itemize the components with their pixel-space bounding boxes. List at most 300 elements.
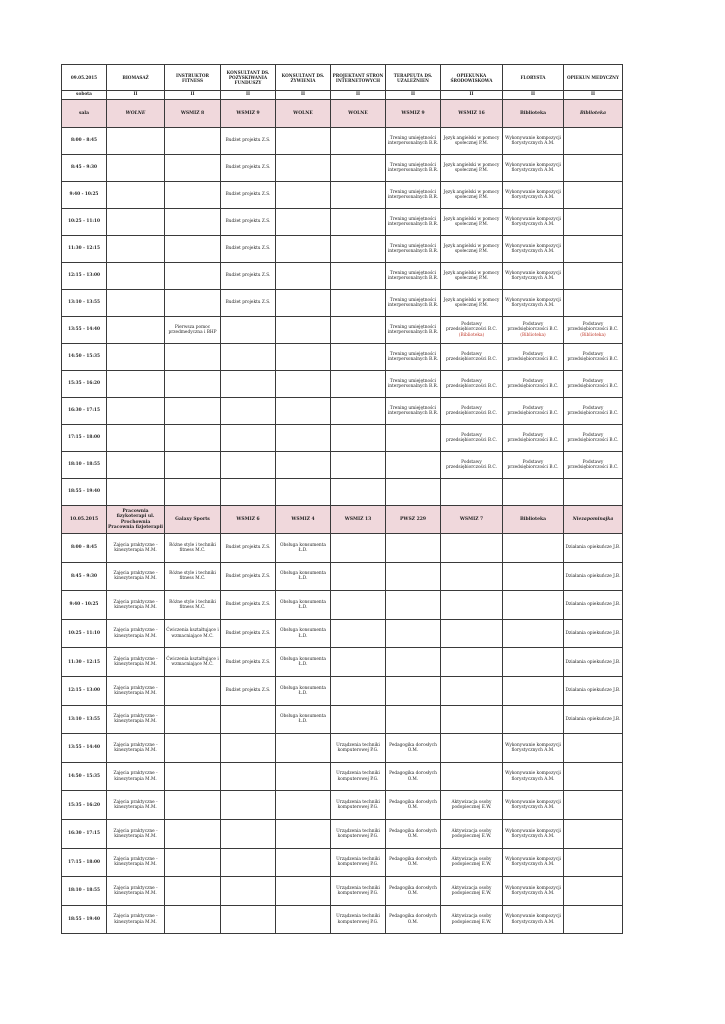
class-cell <box>165 734 221 763</box>
room-cell: WSMIZ 9 <box>221 100 276 128</box>
class-cell <box>386 705 441 734</box>
room-row <box>62 506 623 534</box>
class-cell <box>386 479 441 506</box>
class-cell <box>331 182 386 209</box>
class-cell: Zajęcia praktyczne - kinezyterapia M.M. <box>107 905 165 934</box>
class-cell <box>221 734 276 763</box>
class-cell <box>107 371 165 398</box>
room-cell: Biblioteka <box>503 100 564 128</box>
class-cell <box>107 344 165 371</box>
time-slot: 9:40 - 10:25 <box>62 591 107 620</box>
schedule-row <box>62 128 623 155</box>
class-cell <box>165 398 221 425</box>
class-cell: Wykonywanie kompozycji florystycznych A.M. <box>503 848 564 877</box>
class-cell <box>276 209 331 236</box>
class-cell: Trening umiejętności interpersonalnych B.R. <box>386 236 441 263</box>
class-cell <box>276 398 331 425</box>
time-slot: 15:35 - 16:20 <box>62 791 107 820</box>
time-slot: 9:40 - 10:25 <box>62 182 107 209</box>
time-slot: 17:15 - 18:00 <box>62 425 107 452</box>
class-cell: Pedagogika dorosłych O.M. <box>386 905 441 934</box>
room-cell: WSMIZ 16 <box>441 100 503 128</box>
time-slot: 18:55 - 19:40 <box>62 905 107 934</box>
class-cell: Budżet projektu Z.S. <box>221 263 276 290</box>
class-cell <box>276 155 331 182</box>
group-cell: II <box>331 91 386 100</box>
class-cell <box>221 452 276 479</box>
schedule-row <box>62 425 623 452</box>
class-cell: Urządzenia techniki komputerowej P.G. <box>331 819 386 848</box>
class-cell: Wykonywanie kompozycji florystycznych A.M. <box>503 290 564 317</box>
class-cell <box>221 877 276 906</box>
class-cell: Zajęcia praktyczne - kinezyterapia M.M. <box>107 676 165 705</box>
class-cell <box>503 479 564 506</box>
class-label: Podstawy przedsiębiorczości B.C. <box>446 322 497 333</box>
class-cell <box>107 128 165 155</box>
class-cell <box>441 648 503 677</box>
class-cell: Język angielski w pomocy społecznej P.M. <box>441 182 503 209</box>
class-cell <box>165 762 221 791</box>
class-cell <box>165 877 221 906</box>
time-slot: 8:00 - 8:45 <box>62 128 107 155</box>
class-cell: Podstawy przedsiębiorczości B.C. <box>441 344 503 371</box>
class-cell <box>564 263 623 290</box>
class-cell <box>331 290 386 317</box>
class-cell <box>564 762 623 791</box>
class-cell: Wykonywanie kompozycji florystycznych A.M. <box>503 734 564 763</box>
class-cell: Język angielski w pomocy społecznej P.M. <box>441 209 503 236</box>
class-cell: Trening umiejętności interpersonalnych B.R. <box>386 371 441 398</box>
class-cell <box>386 591 441 620</box>
class-cell: Podstawy przedsiębiorczości B.C. <box>503 398 564 425</box>
class-cell <box>276 877 331 906</box>
class-cell: Wykonywanie kompozycji florystycznych A.M. <box>503 905 564 934</box>
time-slot: 15:35 - 16:20 <box>62 371 107 398</box>
class-cell: Urządzenia techniki komputerowej P.G. <box>331 848 386 877</box>
room-cell: Pracownia fizykoterapi ul. Prochownia Pracownia fizjoterapii <box>107 506 165 534</box>
class-cell <box>331 263 386 290</box>
class-cell: Obsługa konsumenta Ł.D. <box>276 591 331 620</box>
class-cell <box>165 128 221 155</box>
class-cell <box>276 848 331 877</box>
class-cell <box>165 452 221 479</box>
time-slot: 10:25 - 11:10 <box>62 209 107 236</box>
class-cell: Budżet projektu Z.S. <box>221 619 276 648</box>
class-cell: Język angielski w pomocy społecznej P.M. <box>441 128 503 155</box>
class-cell <box>107 425 165 452</box>
date-cell: 09.05.2015 <box>62 65 107 91</box>
class-cell <box>107 452 165 479</box>
class-cell: Obsługa konsumenta Ł.D. <box>276 648 331 677</box>
class-cell <box>221 317 276 344</box>
class-cell <box>386 534 441 563</box>
column-header: PROJEKTANT STRON INTERNETOWYCH <box>331 65 386 91</box>
class-cell <box>386 562 441 591</box>
class-cell <box>107 263 165 290</box>
class-cell: Aktywizacja osoby podopiecznej E.W. <box>441 819 503 848</box>
class-cell <box>441 676 503 705</box>
class-cell <box>276 905 331 934</box>
schedule-row <box>62 734 623 763</box>
room-cell: WSMIZ 9 <box>386 100 441 128</box>
class-cell: Budżet projektu Z.S. <box>221 676 276 705</box>
time-slot: 12:15 - 13:00 <box>62 263 107 290</box>
class-cell <box>564 290 623 317</box>
class-cell <box>564 236 623 263</box>
class-cell <box>276 128 331 155</box>
group-cell: II <box>441 91 503 100</box>
class-cell: Trening umiejętności interpersonalnych B.R. <box>386 398 441 425</box>
class-cell: Zajęcia praktyczne - kinezyterapia M.M. <box>107 619 165 648</box>
room-cell: WSMIZ 6 <box>221 506 276 534</box>
class-cell <box>564 819 623 848</box>
class-cell: Urządzenia techniki komputerowej P.G. <box>331 734 386 763</box>
class-cell <box>165 791 221 820</box>
class-cell <box>276 762 331 791</box>
class-cell <box>221 905 276 934</box>
class-cell <box>331 452 386 479</box>
class-cell: Podstawy przedsiębiorczości B.C. <box>503 425 564 452</box>
class-cell <box>564 734 623 763</box>
schedule-row <box>62 263 623 290</box>
class-cell <box>503 534 564 563</box>
column-header: KONSULTANT DS. POZYSKIWANIA FUNDUSZY <box>221 65 276 91</box>
class-cell <box>276 371 331 398</box>
class-cell <box>165 209 221 236</box>
class-cell <box>221 398 276 425</box>
room-cell: WSMIZ 7 <box>441 506 503 534</box>
class-cell <box>564 128 623 155</box>
class-cell <box>331 371 386 398</box>
class-cell <box>221 791 276 820</box>
class-cell: Wykonywanie kompozycji florystycznych A.M. <box>503 263 564 290</box>
class-cell <box>165 182 221 209</box>
class-cell: Zajęcia praktyczne - kinezyterapia M.M. <box>107 705 165 734</box>
class-cell <box>331 619 386 648</box>
class-cell: Ćwiczenia kształtujące i wzmacniające M.C. <box>165 619 221 648</box>
schedule-row <box>62 534 623 563</box>
room-row <box>62 100 623 128</box>
class-cell <box>107 236 165 263</box>
column-header: INSTRUKTOR FITNESS <box>165 65 221 91</box>
class-cell <box>331 128 386 155</box>
class-cell <box>165 848 221 877</box>
class-cell: Podstawy przedsiębiorczości B.C. <box>441 398 503 425</box>
class-cell: Pedagogika dorosłych O.M. <box>386 848 441 877</box>
class-cell: Aktywizacja osoby podopiecznej E.W. <box>441 791 503 820</box>
class-cell <box>107 398 165 425</box>
class-cell <box>331 705 386 734</box>
room-cell: Biblioteka <box>503 506 564 534</box>
class-cell <box>221 848 276 877</box>
class-cell: Trening umiejętności interpersonalnych B.R. <box>386 182 441 209</box>
class-cell <box>331 209 386 236</box>
class-cell: Ćwiczenia kształtujące i wzmacniające M.C. <box>165 648 221 677</box>
class-cell: Budżet projektu Z.S. <box>221 562 276 591</box>
class-cell <box>276 819 331 848</box>
class-cell: Budżet projektu Z.S. <box>221 236 276 263</box>
time-slot: 18:55 - 19:40 <box>62 479 107 506</box>
class-cell: Różne style i techniki fitness M.C. <box>165 562 221 591</box>
class-cell: Podstawy przedsiębiorczości B.C. <box>503 452 564 479</box>
class-cell <box>564 877 623 906</box>
class-cell <box>564 791 623 820</box>
schedule-row <box>62 762 623 791</box>
class-cell: Podstawy przedsiębiorczości B.C. <box>564 425 623 452</box>
class-cell <box>107 182 165 209</box>
class-cell <box>276 479 331 506</box>
class-cell <box>276 734 331 763</box>
sub-row <box>62 91 623 100</box>
time-slot: 13:10 - 13:55 <box>62 290 107 317</box>
column-header: BIOMASAŻ <box>107 65 165 91</box>
group-cell: II <box>276 91 331 100</box>
class-cell: Podstawy przedsiębiorczości B.C. <box>564 344 623 371</box>
schedule-row <box>62 819 623 848</box>
class-cell <box>165 371 221 398</box>
class-cell: Trening umiejętności interpersonalnych B.R. <box>386 344 441 371</box>
class-cell <box>441 591 503 620</box>
class-cell: Pedagogika dorosłych O.M. <box>386 791 441 820</box>
schedule-row <box>62 317 623 344</box>
class-cell: Urządzenia techniki komputerowej P.G. <box>331 877 386 906</box>
class-cell <box>564 155 623 182</box>
class-cell: Pierwsza pomoc przedmedyczna i BHP <box>165 317 221 344</box>
class-cell <box>331 236 386 263</box>
time-slot: 13:10 - 13:55 <box>62 705 107 734</box>
class-cell: Obsługa konsumenta Ł.D. <box>276 534 331 563</box>
class-cell <box>331 562 386 591</box>
class-cell: Urządzenia techniki komputerowej P.G. <box>331 762 386 791</box>
schedule-row <box>62 479 623 506</box>
class-cell: Język angielski w pomocy społecznej P.M. <box>441 155 503 182</box>
class-cell <box>276 791 331 820</box>
room-cell: WSMIZ 8 <box>165 100 221 128</box>
class-cell <box>221 479 276 506</box>
class-cell: Pedagogika dorosłych O.M. <box>386 877 441 906</box>
column-header: KONSULTANT DS. ŻYWIENIA <box>276 65 331 91</box>
group-cell: II <box>221 91 276 100</box>
class-cell <box>564 905 623 934</box>
class-cell: Budżet projektu Z.S. <box>221 591 276 620</box>
class-cell <box>331 479 386 506</box>
column-header: FLORYSTA <box>503 65 564 91</box>
class-cell: Urządzenia techniki komputerowej P.G. <box>331 791 386 820</box>
class-cell: Podstawy przedsiębiorczości B.C. <box>564 398 623 425</box>
class-cell <box>165 344 221 371</box>
schedule-row <box>62 905 623 934</box>
class-cell: Działania opiekuńcze J.B. <box>564 705 623 734</box>
class-cell: Wykonywanie kompozycji florystycznych A.M. <box>503 155 564 182</box>
class-cell: Różne style i techniki fitness M.C. <box>165 591 221 620</box>
time-slot: 10:25 - 11:10 <box>62 619 107 648</box>
class-cell <box>441 479 503 506</box>
hdr-row <box>62 65 623 91</box>
column-header: OPIEKUN MEDYCZNY <box>564 65 623 91</box>
class-cell <box>276 263 331 290</box>
schedule-row <box>62 676 623 705</box>
class-cell <box>165 479 221 506</box>
schedule-row <box>62 155 623 182</box>
class-cell <box>386 452 441 479</box>
class-cell <box>331 648 386 677</box>
class-cell <box>503 562 564 591</box>
class-cell: Pedagogika dorosłych O.M. <box>386 819 441 848</box>
class-cell <box>441 734 503 763</box>
schedule-table <box>61 64 623 934</box>
class-cell <box>221 705 276 734</box>
room-cell: Biblioteka <box>564 100 623 128</box>
schedule-row <box>62 705 623 734</box>
class-cell: Podstawy przedsiębiorczości B.C. <box>441 371 503 398</box>
class-cell: Podstawy przedsiębiorczości B.C. <box>564 371 623 398</box>
room-cell: WSMIZ 13 <box>331 506 386 534</box>
class-cell <box>331 155 386 182</box>
class-cell: Podstawy przedsiębiorczości B.C. <box>441 452 503 479</box>
class-cell <box>503 317 564 344</box>
class-cell: Budżet projektu Z.S. <box>221 648 276 677</box>
class-cell: Działania opiekuńcze J.B. <box>564 562 623 591</box>
class-cell: Wykonywanie kompozycji florystycznych A.M. <box>503 236 564 263</box>
schedule-row <box>62 591 623 620</box>
class-cell: Zajęcia praktyczne - kinezyterapia M.M. <box>107 734 165 763</box>
class-cell: Wykonywanie kompozycji florystycznych A.M. <box>503 209 564 236</box>
class-cell: Trening umiejętności interpersonalnych B.R. <box>386 209 441 236</box>
date-cell: 10.05.2015 <box>62 506 107 534</box>
class-cell: Pedagogika dorosłych O.M. <box>386 762 441 791</box>
class-cell: Działania opiekuńcze J.B. <box>564 534 623 563</box>
time-slot: 16:30 - 17:15 <box>62 398 107 425</box>
class-cell <box>276 317 331 344</box>
class-cell <box>503 648 564 677</box>
schedule-row <box>62 398 623 425</box>
class-cell: Budżet projektu Z.S. <box>221 155 276 182</box>
class-cell <box>386 676 441 705</box>
class-cell: Wykonywanie kompozycji florystycznych A.M. <box>503 791 564 820</box>
class-cell: Zajęcia praktyczne - kinezyterapia M.M. <box>107 877 165 906</box>
class-cell <box>165 155 221 182</box>
class-cell: Trening umiejętności interpersonalnych B.R. <box>386 128 441 155</box>
weekday-cell: sobota <box>62 91 107 100</box>
class-cell <box>107 479 165 506</box>
time-slot: 12:15 - 13:00 <box>62 676 107 705</box>
class-cell: Wykonywanie kompozycji florystycznych A.M. <box>503 762 564 791</box>
time-slot: 14:50 - 15:35 <box>62 344 107 371</box>
class-cell: Budżet projektu Z.S. <box>221 290 276 317</box>
class-cell: Zajęcia praktyczne - kinezyterapia M.M. <box>107 648 165 677</box>
class-cell <box>107 317 165 344</box>
class-cell <box>165 425 221 452</box>
class-cell: Aktywizacja osoby podopiecznej E.W. <box>441 848 503 877</box>
class-cell <box>276 425 331 452</box>
class-cell <box>331 398 386 425</box>
class-cell <box>386 648 441 677</box>
class-cell <box>107 209 165 236</box>
class-cell: Wykonywanie kompozycji florystycznych A.M. <box>503 877 564 906</box>
class-cell: Trening umiejętności interpersonalnych B.R. <box>386 290 441 317</box>
class-cell <box>276 236 331 263</box>
class-cell: Język angielski w pomocy społecznej P.M. <box>441 236 503 263</box>
class-cell: Podstawy przedsiębiorczości B.C. <box>564 452 623 479</box>
group-cell: II <box>165 91 221 100</box>
class-cell <box>221 762 276 791</box>
class-cell: Aktywizacja osoby podopiecznej E.W. <box>441 877 503 906</box>
class-cell <box>564 317 623 344</box>
class-cell <box>441 317 503 344</box>
class-cell <box>503 619 564 648</box>
class-cell <box>441 562 503 591</box>
class-cell <box>331 344 386 371</box>
class-cell: Pedagogika dorosłych O.M. <box>386 734 441 763</box>
class-cell: Budżet projektu Z.S. <box>221 182 276 209</box>
class-label: Podstawy przedsiębiorczości B.C. <box>567 322 619 333</box>
class-cell: Obsługa konsumenta Ł.D. <box>276 562 331 591</box>
schedule-row <box>62 236 623 263</box>
room-cell: PWSZ 229 <box>386 506 441 534</box>
class-cell <box>331 425 386 452</box>
column-header: TERAPEUTA DS. UZALEŻNIEŃ <box>386 65 441 91</box>
class-cell <box>276 182 331 209</box>
class-cell: Trening umiejętności interpersonalnych B.R. <box>386 263 441 290</box>
class-cell: Budżet projektu Z.S. <box>221 209 276 236</box>
class-label: Podstawy przedsiębiorczości B.C. <box>507 322 559 333</box>
class-cell: Zajęcia praktyczne - kinezyterapia M.M. <box>107 791 165 820</box>
schedule-row <box>62 452 623 479</box>
time-slot: 8:45 - 9:30 <box>62 562 107 591</box>
time-slot: 13:55 - 14:40 <box>62 317 107 344</box>
room-cell: Galaxy Sports <box>165 506 221 534</box>
class-cell: Wykonywanie kompozycji florystycznych A.M. <box>503 819 564 848</box>
schedule-row <box>62 848 623 877</box>
column-header: OPIEKUNKA ŚRODOWISKOWA <box>441 65 503 91</box>
class-cell <box>331 317 386 344</box>
class-cell: Działania opiekuńcze J.B. <box>564 619 623 648</box>
class-cell <box>165 905 221 934</box>
class-cell <box>165 676 221 705</box>
class-cell: Podstawy przedsiębiorczości B.C. <box>503 344 564 371</box>
class-cell <box>503 705 564 734</box>
class-cell <box>564 479 623 506</box>
class-cell <box>221 425 276 452</box>
class-cell: Działania opiekuńcze J.B. <box>564 676 623 705</box>
class-cell <box>564 209 623 236</box>
schedule-row <box>62 877 623 906</box>
room-note: (Biblioteka) <box>520 332 546 338</box>
class-cell: Działania opiekuńcze J.B. <box>564 648 623 677</box>
time-slot: 11:30 - 12:15 <box>62 648 107 677</box>
class-cell: Budżet projektu Z.S. <box>221 128 276 155</box>
class-cell: Działania opiekuńcze J.B. <box>564 591 623 620</box>
room-cell: WOLNE <box>107 100 165 128</box>
class-cell: Obsługa konsumenta Ł.D. <box>276 705 331 734</box>
class-cell <box>564 848 623 877</box>
schedule-row <box>62 344 623 371</box>
class-cell <box>165 263 221 290</box>
group-cell: II <box>107 91 165 100</box>
schedule-row <box>62 209 623 236</box>
class-cell <box>503 591 564 620</box>
room-cell: Niezapominajka <box>564 506 623 534</box>
class-cell <box>221 819 276 848</box>
time-slot: 13:55 - 14:40 <box>62 734 107 763</box>
class-cell: Trening umiejętności interpersonalnych B.R. <box>386 317 441 344</box>
class-cell <box>564 182 623 209</box>
room-cell: WOLNE <box>331 100 386 128</box>
class-cell <box>165 236 221 263</box>
class-cell <box>331 591 386 620</box>
group-cell: II <box>503 91 564 100</box>
class-cell <box>331 534 386 563</box>
